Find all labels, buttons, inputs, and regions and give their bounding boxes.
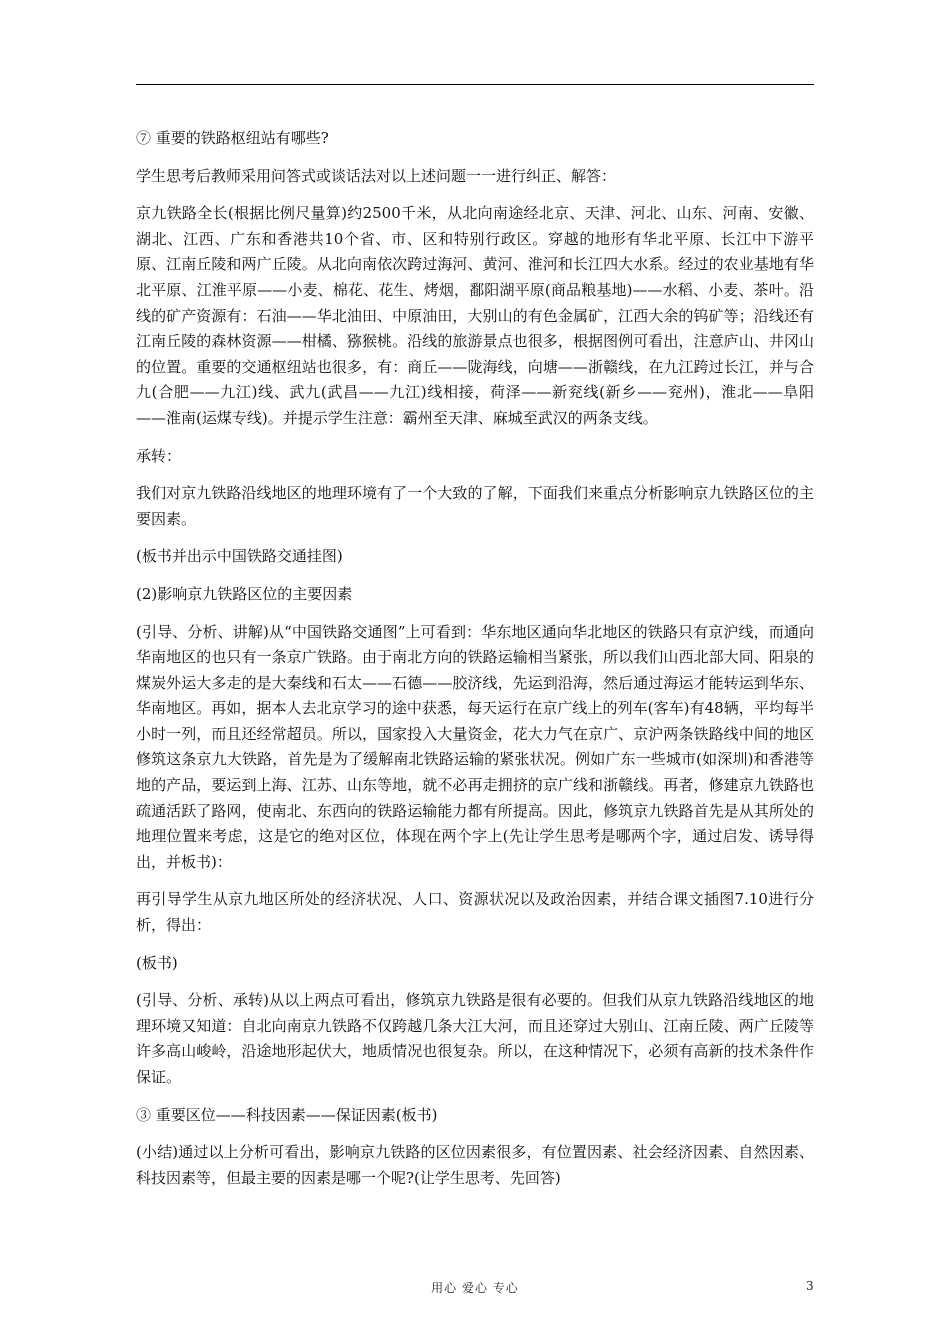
blackboard-label: (板书) <box>136 953 178 972</box>
summary-paragraph: (小结)通过以上分析可看出，影响京九铁路的区位因素很多，有位置因素、社会经济因素、自然因素、科技因素等，但最主要的因素是哪一个呢?(让学生思考、先回答) <box>136 1143 814 1187</box>
blackboard-note: (板书并出示中国铁路交通挂图) <box>136 547 343 566</box>
transition-label: 承转： <box>136 446 182 465</box>
header-rule <box>136 84 814 85</box>
tech-factor-heading: ③ 重要区位——科技因素——保证因素(板书) <box>136 1105 438 1124</box>
guidance-paragraph: 再引导学生从京九地区所处的经济状况、人口、资源状况以及政治因素，并结合课文插图7.10进行分析，得出： <box>136 890 814 935</box>
railway-overview-paragraph: 京九铁路全长(根据比例尺量算)约2500千米，从北向南途经北京、天津、河北、山东、河南、安徽、湖北、江西、广东和香港共10个省、市、区和特别行政区。穿越的地形有华北平原、长江中下游平原、江南丘陵和两广丘陵。从北向南依次跨过海河、黄河、淮河和长江四大水系。经过的农业基地有华北平原、江淮平原——小麦、棉花、花生、烤烟，鄱阳湖平原(商品粮基地)——水稻、小麦、茶叶。沿线的矿产资源有：石油——华北油田、中原油田，大别山的有色金属矿，江西大余的钨矿等；沿线还有江南丘陵的森林资源——柑橘、猕猴桃。沿线的旅游景点也很多，根据图例可看出，注意庐山、井冈山的位置。重要的交通枢纽站也很多，有：商丘——陇海线，向塘——浙赣线，在九江跨过长江，并与合九(合肥——九江)线、武九(武昌——九江)线相接，荷泽——新兖线(新乡——兖州)，淮北——阜阳——淮南(运煤专线)。并提示学生注意：霸州至天津、麻城至武汉的两条支线。 <box>136 204 814 427</box>
terrain-paragraph: (引导、分析、承转)从以上两点可看出，修筑京九铁路是很有必要的。但我们从京九铁路沿线地区的地理环境又知道：自北向南京九铁路不仅跨越几条大江大河，而且还穿过大别山、江南丘陵、两广丘陵等许多高山峻岭，沿途地形起伏大，地质情况也很复杂。所以，在这种情况下，必须有高新的技术条件作保证。 <box>136 991 814 1086</box>
section-heading-factors: (2)影响京九铁路区位的主要因素 <box>136 584 353 603</box>
transition-paragraph: 我们对京九铁路沿线地区的地理环境有了一个大致的了解，下面我们来重点分析影响京九铁路区位的主要因素。 <box>136 484 814 528</box>
analysis-paragraph: (引导、分析、讲解)从“中国铁路交通图”上可看到：华东地区通向华北地区的铁路只有京沪线，而通向华南地区的也只有一条京广铁路。由于南北方向的铁路运输相当紧张，所以我们山西北部大同、阳泉的煤炭外运大多走的是大秦线和石太——石德——胶济线，先运到沿海，然后通过海运才能转运到华东、华南地区。再如，据本人去北京学习的途中获悉，每天运行在京广线上的列车(客车)有48辆，平均每半小时一列，而且还经常超员。所以，国家投入大量资金，花大力气在京广、京沪两条铁路线中间的地区修筑这条京九大铁路，首先是为了缓解南北铁路运输的紧张状况。例如广东一些城市(如深圳)和香港等地的产品，要运到上海、江苏、山东等地，就不必再走拥挤的京广线和浙赣线。再者，修建京九铁路也疏通活跃了路网，使南北、东西向的铁路运输能力都有所提高。因此，修筑京九铁路首先是从其所处的地理位置来考虑，这是它的绝对区位，体现在两个字上(先让学生思考是哪两个字，通过启发、诱导得出，并板书)： <box>136 622 814 871</box>
question-hub-stations: ⑦ 重要的铁路枢纽站有哪些? <box>136 129 329 147</box>
page-number: 3 <box>806 1279 814 1293</box>
teacher-instruction: 学生思考后教师采用问答式或谈话法对以上述问题一一进行纠正、解答： <box>136 166 617 185</box>
footer-motto: 用心 爱心 专心 <box>431 1281 519 1295</box>
document-body <box>136 126 814 1203</box>
